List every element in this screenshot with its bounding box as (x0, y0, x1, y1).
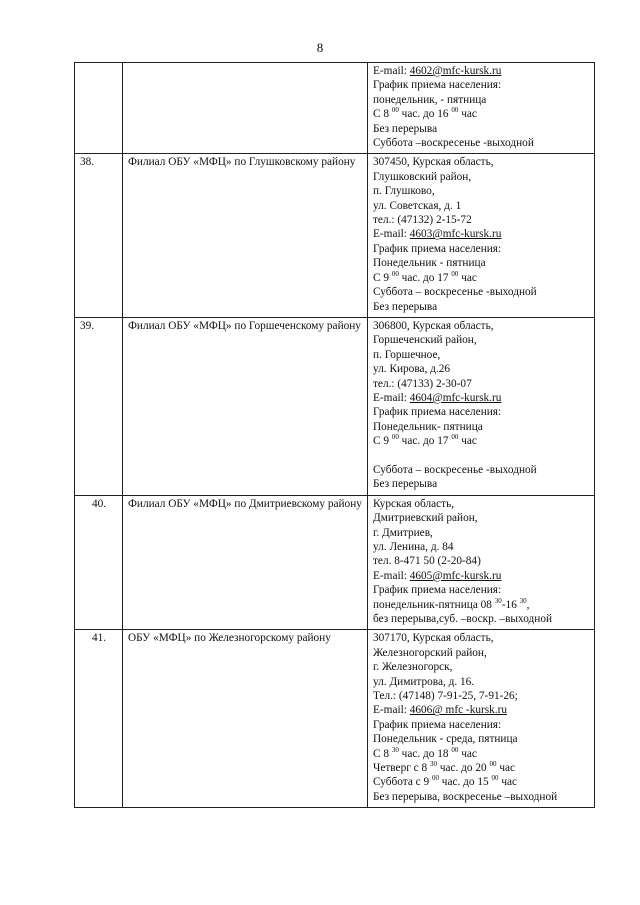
contact-text: С 8 (373, 747, 392, 760)
contact-line (373, 689, 590, 703)
contact-line (373, 718, 590, 732)
branch-contact-cell (368, 630, 595, 808)
branch-contact-cell (368, 317, 595, 495)
contact-line (373, 526, 590, 540)
email-link[interactable]: 4603@mfc-kursk.ru (409, 228, 502, 241)
contact-text: Без перерыва, воскресенье –выходной (373, 790, 558, 803)
contact-text: График приема населения: (373, 584, 502, 597)
contact-line (373, 511, 590, 525)
contact-line (373, 155, 590, 169)
contact-text: Железногорский район, (373, 646, 487, 659)
contact-text: без перерыва,суб. –воскр. –выходной (373, 613, 553, 626)
contact-text: Суббота –воскресенье -выходной (373, 137, 534, 150)
contact-text: п. Горшечное, (373, 348, 441, 361)
contact-text: График приема населения: (373, 718, 502, 731)
contact-text: Без перерыва (373, 122, 438, 135)
branch-contact-cell (368, 495, 595, 630)
row-number: 41. (75, 630, 123, 808)
contact-line (373, 391, 590, 405)
branches-table (74, 62, 595, 808)
contact-text: час. до 18 (398, 747, 452, 760)
contact-text: Суббота – воскресенье -выходной (373, 463, 537, 476)
time-minutes: 00 (489, 760, 497, 769)
contact-text: График приема населения: (373, 242, 502, 255)
contact-line (373, 761, 590, 775)
contact-line (373, 300, 590, 314)
contact-text: час (458, 271, 477, 284)
contact-line (373, 434, 590, 448)
time-minutes: 30 (519, 596, 527, 605)
contact-text: Глушковский район, (373, 170, 472, 183)
contact-text: E-mail: (373, 569, 410, 582)
contact-text: ул. Кирова, д.26 (373, 363, 451, 376)
branch-name-cell (123, 630, 368, 808)
time-minutes: 30 (430, 760, 437, 769)
contact-text: ул. Димитрова, д. 16. (373, 675, 475, 688)
contact-line (373, 554, 590, 568)
contact-line (373, 333, 590, 347)
contact-line (373, 449, 590, 463)
contact-text: тел. 8-471 50 (2-20-84) (373, 555, 481, 568)
contact-text: час (458, 747, 477, 760)
contact-text: г. Дмитриев, (373, 526, 433, 539)
contact-line (373, 122, 590, 136)
contact-text: час. до 16 (398, 108, 452, 121)
time-minutes: 30 (494, 596, 502, 605)
contact-text: час. до 15 (438, 776, 492, 789)
time-minutes: 00 (451, 269, 459, 278)
contact-line (373, 660, 590, 674)
contact-line (373, 227, 590, 241)
contact-line (373, 463, 590, 477)
row-number: 40. (75, 495, 123, 630)
contact-text: Суббота с 9 (373, 776, 432, 789)
contact-line (373, 136, 590, 150)
contact-text: час (498, 776, 518, 789)
contact-line (373, 256, 590, 270)
contact-text: Горшеченский район, (373, 334, 477, 347)
contact-text: тел.: (47132) 2-15-72 (373, 214, 472, 227)
row-number (75, 63, 123, 154)
contact-line (373, 242, 590, 256)
contact-text: Без перерыва (373, 478, 438, 491)
contact-text: ул. Ленина, д. 84 (373, 540, 454, 553)
contact-text: Понедельник - среда, пятница (373, 733, 518, 746)
contact-text: 306800, Курская область, (373, 319, 494, 332)
contact-text: г. Железногорск, (373, 661, 453, 674)
contact-text: Дмитриевский район, (373, 512, 478, 525)
branch-name-cell (123, 495, 368, 630)
contact-line (373, 405, 590, 419)
contact-line (373, 646, 590, 660)
email-link[interactable]: 4604@mfc-kursk.ru (409, 391, 502, 404)
contact-line (373, 612, 590, 626)
contact-line (373, 78, 590, 92)
contact-text: График приема населения: (373, 79, 502, 92)
branch-name-cell (123, 317, 368, 495)
branch-name-cell (123, 63, 368, 154)
contact-text: , (526, 598, 530, 611)
contact-text: час. до 20 (437, 762, 490, 775)
contact-text: График приема населения: (373, 406, 502, 419)
time-minutes: 00 (391, 106, 399, 115)
branches-table-body (75, 63, 595, 808)
contact-line (373, 747, 590, 761)
contact-text: Курская область, (373, 497, 455, 510)
table-row (75, 630, 595, 808)
contact-text: час. до 17 (398, 271, 452, 284)
contact-line (373, 107, 590, 121)
contact-line (373, 93, 590, 107)
table-row (75, 317, 595, 495)
contact-line (373, 703, 590, 717)
contact-text: час. до 17 (398, 435, 452, 448)
time-minutes: 00 (451, 106, 459, 115)
contact-text: Без перерыва (373, 300, 438, 313)
contact-line (373, 675, 590, 689)
contact-line (373, 348, 590, 362)
contact-text: Тел.: (47148) 7-91-25, 7-91-26; (373, 690, 518, 703)
contact-text: Понедельник- пятница (373, 420, 483, 433)
table-row (75, 495, 595, 630)
time-minutes: 00 (451, 433, 459, 442)
table-row (75, 154, 595, 317)
contact-text: E-mail: (373, 65, 410, 77)
contact-line (373, 775, 590, 789)
contact-line (373, 420, 590, 434)
contact-line (373, 213, 590, 227)
time-minutes: 00 (431, 774, 439, 783)
page-number: 8 (316, 40, 324, 55)
contact-text: ул. Советская, д. 1 (373, 199, 462, 212)
contact-line (373, 377, 590, 391)
email-link[interactable]: 4602@mfc-kursk.ru (409, 65, 502, 77)
contact-text: С 9 (373, 271, 392, 284)
row-number: 38. (75, 154, 123, 317)
contact-text: тел.: (47133) 2-30-07 (373, 377, 472, 390)
contact-line (373, 285, 590, 299)
contact-text: E-mail: (373, 704, 410, 717)
contact-text: 307170, Курская область, (373, 632, 494, 645)
contact-text: E-mail: (373, 228, 410, 241)
contact-line (373, 631, 590, 645)
time-minutes: 00 (391, 433, 399, 442)
contact-line (373, 64, 590, 78)
contact-line (373, 199, 590, 213)
contact-text: Понедельник - пятница (373, 257, 486, 270)
contact-line (373, 477, 590, 491)
time-minutes: 00 (491, 774, 499, 783)
branch-name-cell (123, 154, 368, 317)
contact-text: час (458, 108, 477, 121)
table-row (75, 63, 595, 154)
contact-text: час (496, 762, 516, 775)
contact-text: 307450, Курская область, (373, 156, 494, 169)
contact-line (373, 540, 590, 554)
contact-line (373, 790, 590, 804)
contact-text: С 8 (373, 108, 392, 121)
contact-line (373, 598, 590, 612)
contact-text: E-mail: (373, 391, 410, 404)
contact-text: п. Глушково, (373, 185, 435, 198)
time-minutes: 30 (391, 745, 399, 754)
contact-line (373, 362, 590, 376)
contact-text: понедельник-пятница 08 (373, 598, 495, 611)
time-minutes: 00 (451, 745, 459, 754)
email-link[interactable]: 4606@ mfc -kursk.ru (409, 704, 508, 717)
contact-line (373, 184, 590, 198)
contact-text: -16 (501, 598, 520, 611)
contact-line (373, 497, 590, 511)
branch-name: Филиал ОБУ «МФЦ» по Дмитриевскому району (128, 497, 362, 510)
branch-name: Филиал ОБУ «МФЦ» по Горшеченскому району (128, 319, 361, 332)
branch-contact-cell (368, 63, 595, 154)
contact-line (373, 319, 590, 333)
contact-line (373, 732, 590, 746)
contact-line (373, 569, 590, 583)
contact-text: Суббота – воскресенье -выходной (373, 286, 537, 299)
contact-line (373, 170, 590, 184)
row-number: 39. (75, 317, 123, 495)
email-link[interactable]: 4605@mfc-kursk.ru (409, 569, 502, 582)
contact-text: час (458, 435, 477, 448)
branch-name: ОБУ «МФЦ» по Железногорскому району (128, 632, 331, 645)
branch-contact-cell (368, 154, 595, 317)
branch-name: Филиал ОБУ «МФЦ» по Глушковскому району (128, 156, 356, 169)
time-minutes: 00 (391, 269, 399, 278)
contact-line (373, 271, 590, 285)
contact-text: С 9 (373, 435, 392, 448)
contact-text: Четверг с 8 (373, 762, 430, 775)
contact-line (373, 583, 590, 597)
contact-text: понедельник, - пятница (373, 93, 487, 106)
